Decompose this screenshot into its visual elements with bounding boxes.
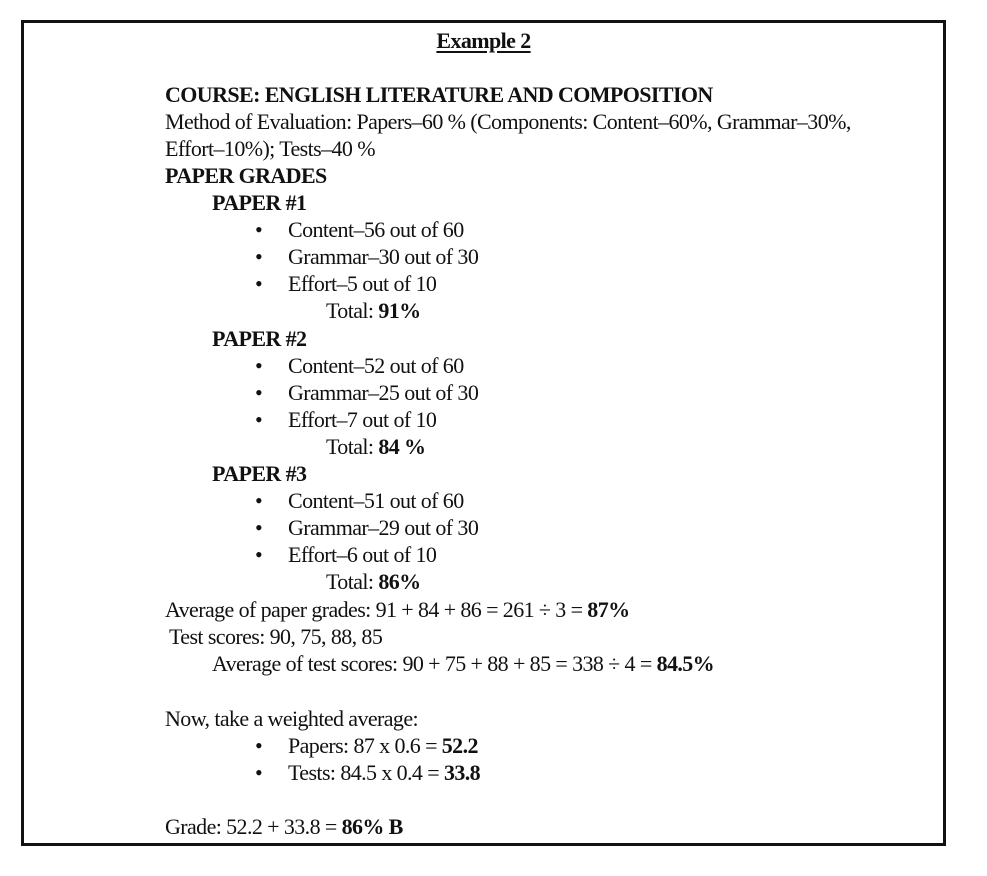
bullet-icon: • (255, 244, 263, 269)
paper-3-total (326, 569, 421, 595)
paper-2-item: Effort–7 out of 10 (288, 407, 437, 432)
paper-1-total (326, 298, 421, 324)
bullet-icon: • (255, 407, 263, 432)
final-grade-value: 86% B (341, 814, 403, 839)
weighted-papers (288, 733, 478, 759)
paper-3-heading: PAPER #3 (212, 461, 307, 486)
paper-2-item: Content–52 out of 60 (288, 353, 464, 378)
paper-average-text: Average of paper grades: 91 + 84 + 86 = 261 ÷ 3 = (165, 597, 588, 622)
bullet-icon: • (255, 542, 263, 567)
test-average (212, 651, 714, 677)
bullet-icon: • (255, 380, 263, 405)
document-title: Example 2 (436, 28, 531, 53)
total-value: 91% (378, 298, 421, 323)
weighted-tests (288, 760, 480, 786)
course-heading: COURSE: ENGLISH LITERATURE AND COMPOSITION (165, 82, 713, 107)
bullet-icon: • (255, 353, 263, 378)
bullet-icon: • (255, 733, 263, 758)
paper-1-heading: PAPER #1 (212, 190, 307, 215)
evaluation-line-2: Effort–10%); Tests–40 % (165, 136, 375, 161)
paper-grades-heading: PAPER GRADES (165, 163, 327, 188)
total-label: Total: (326, 298, 379, 323)
paper-1-item: Grammar–30 out of 30 (288, 244, 479, 269)
final-grade (165, 814, 403, 840)
weighted-intro: Now, take a weighted average: (165, 706, 418, 731)
weighted-papers-value: 52.2 (441, 733, 478, 758)
bullet-icon: • (255, 271, 263, 296)
paper-average (165, 597, 630, 623)
total-label: Total: (326, 569, 379, 594)
document-frame (21, 20, 946, 846)
bullet-icon: • (255, 217, 263, 242)
weighted-tests-value: 33.8 (443, 760, 481, 785)
weighted-tests-text: Tests: 84.5 x 0.4 = (288, 760, 444, 785)
paper-2-heading: PAPER #2 (212, 326, 307, 351)
total-label: Total: (326, 434, 379, 459)
paper-2-total (326, 434, 425, 460)
bullet-icon: • (255, 515, 263, 540)
paper-3-item: Content–51 out of 60 (288, 488, 464, 513)
bullet-icon: • (255, 760, 263, 785)
bullet-icon: • (255, 488, 263, 513)
paper-average-value: 87% (587, 597, 630, 622)
paper-3-item: Effort–6 out of 10 (288, 542, 437, 567)
total-value: 86% (378, 569, 421, 594)
total-value: 84 % (378, 434, 426, 459)
final-grade-text: Grade: 52.2 + 33.8 = (165, 814, 342, 839)
weighted-papers-text: Papers: 87 x 0.6 = (288, 733, 442, 758)
paper-3-item: Grammar–29 out of 30 (288, 515, 479, 540)
paper-2-item: Grammar–25 out of 30 (288, 380, 479, 405)
paper-1-item: Effort–5 out of 10 (288, 271, 437, 296)
test-scores: Test scores: 90, 75, 88, 85 (169, 624, 383, 649)
evaluation-line-1: Method of Evaluation: Papers–60 % (Components: Content–60%, Grammar–30%, (165, 109, 851, 134)
test-average-text: Average of test scores: 90 + 75 + 88 + 85 = 338 ÷ 4 = (212, 651, 657, 676)
test-average-value: 84.5% (656, 651, 715, 676)
paper-1-item: Content–56 out of 60 (288, 217, 464, 242)
